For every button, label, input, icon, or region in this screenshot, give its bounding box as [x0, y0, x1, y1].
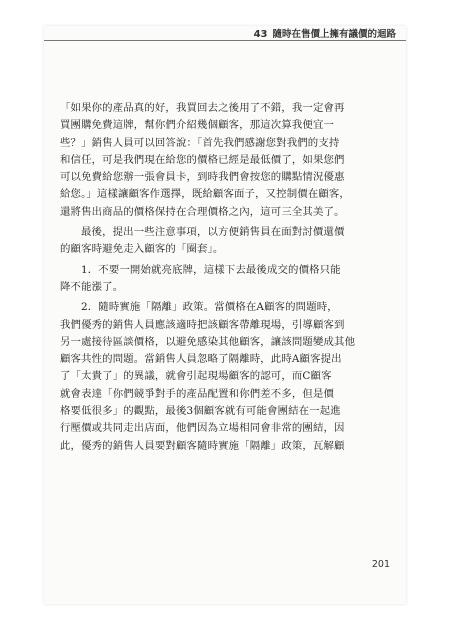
text-line: 行壓價或共同走出店面，他們因為立場相同會非常的團結，因	[60, 422, 345, 435]
text-line: 還將售出商品的價格保持在合理價格之內，這可三全其美了。	[60, 205, 345, 218]
text-line: 可以免費給您辦一張會員卡，到時我們會按您的購點情況優惠	[60, 171, 345, 184]
text-line: 了「太貴了」的異議，就會引起現場顧客的認可，而C顧客	[60, 370, 332, 383]
text-line: 給您。」這樣讓顧客作選擇，既給顧客面子，又控制價在顧客，	[60, 188, 350, 201]
chapter-title: 隨時在售價上擁有議價的迴路	[272, 29, 396, 40]
text-line: 降不能漲了。	[60, 280, 124, 293]
body-text	[60, 100, 390, 455]
book-page	[44, 26, 406, 604]
text-line: 格要低很多」的觀點，最後3個顧客就有可能會團結在一起進	[60, 405, 341, 418]
text-line: 就會表達「你們競爭對手的產品配置和你們差不多，但是價	[60, 387, 335, 400]
text-line: 和信任，可是我們現在給您的價格已經是最低價了，如果您們	[60, 153, 345, 166]
text-line: 的顧客時避免走入顧客的「圈套」。	[60, 243, 224, 256]
text-line: 另一處接待區談價格，以避免感染其他顧客，讓該問題變成其他	[60, 335, 356, 348]
running-header	[44, 26, 406, 41]
page-number: 201	[371, 559, 390, 570]
text-line: 買團購免費這牌，幫你們介紹幾個顧客，那這次算我便宜一	[60, 119, 335, 132]
text-line: 些？」銷售人員可以回答說：「首先我們感謝您對我們的支持	[60, 136, 340, 149]
chapter-number: 43	[253, 29, 268, 40]
header-text	[254, 26, 396, 40]
text-line: 我們優秀的銷售人員應該適時把該顧客帶離現場，引導顧客到	[60, 318, 345, 331]
text-line: 顧客共性的問題。當銷售人員忽略了隔離時，此時A顧客提出	[60, 353, 342, 366]
text-line: 最後，提出一些注意事項，以方便銷售員在面對討價還價	[81, 226, 345, 239]
text-line: 2．隨時實施「隔離」政策。當價格在A顧客的問題時，	[81, 301, 338, 314]
text-line: 此，優秀的銷售人員要對顧客隨時實施「隔離」政策，瓦解顧	[60, 439, 345, 452]
text-line: 「如果你的產品真的好，我買回去之後用了不錯，我一定會再	[60, 102, 345, 114]
text-line: 1．不要一開始就亮底牌，這樣下去最後成交的價格只能	[81, 263, 341, 276]
